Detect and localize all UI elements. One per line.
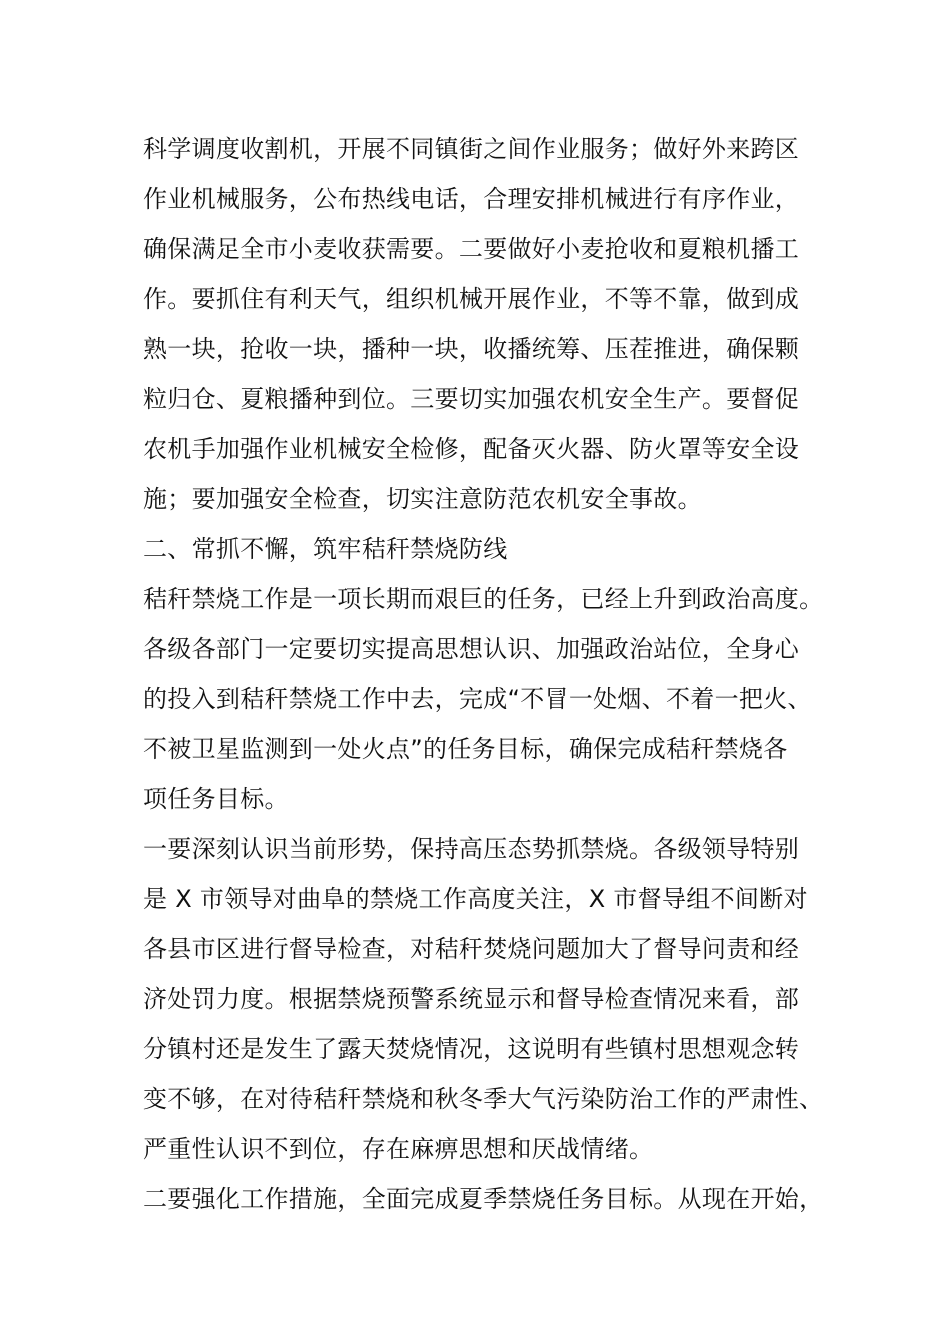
text-line: 济处罚力度。根据禁烧预警系统显示和督导检查情况来看，部 [143,985,800,1013]
text-line: 项任务目标。 [143,785,289,813]
section-heading: 二、常抓不懈，筑牢秸秆禁烧防线 [143,535,508,563]
document-body [143,124,833,1224]
text-line: 各级各部门一定要切实提高思想认识、加强政治站位，全身心 [143,635,800,663]
text-line: 是 X 市领导对曲阜的禁烧工作高度关注，X 市督导组不间断对 [143,885,808,913]
text-line: 作。要抓住有利天气，组织机械开展作业，不等不靠，做到成 [143,285,800,313]
text-line: 科学调度收割机，开展不同镇街之间作业服务；做好外来跨区 [143,135,800,163]
text-line: 确保满足全市小麦收获需要。二要做好小麦抢收和夏粮机播工 [143,235,800,263]
text-line: 作业机械服务，公布热线电话，合理安排机械进行有序作业， [143,185,800,213]
text-line: 变不够，在对待秸秆禁烧和秋冬季大气污染防治工作的严肃性、 [143,1085,824,1113]
text-line: 农机手加强作业机械安全检修，配备灭火器、防火罩等安全设 [143,435,800,463]
text-line: 二要强化工作措施，全面完成夏季禁烧任务目标。从现在开始， [143,1185,824,1213]
text-line: 分镇村还是发生了露天焚烧情况，这说明有些镇村思想观念转 [143,1035,800,1063]
text-line: 严重性认识不到位，存在麻痹思想和厌战情绪。 [143,1135,654,1163]
text-line: 粒归仓、夏粮播种到位。三要切实加强农机安全生产。要督促 [143,385,800,413]
text-line: 熟一块，抢收一块，播种一块，收播统筹、压茬推进，确保颗 [143,335,800,363]
text-line: 的投入到秸秆禁烧工作中去，完成“不冒一处烟、不着一把火、 [143,685,812,713]
text-line: 不被卫星监测到一处火点”的任务目标，确保完成秸秆禁烧各 [143,735,788,763]
text-line: 一要深刻认识当前形势，保持高压态势抓禁烧。各级领导特别 [143,835,800,863]
text-line: 秸秆禁烧工作是一项长期而艰巨的任务，已经上升到政治高度。 [143,585,824,613]
text-line: 施；要加强安全检查，切实注意防范农机安全事故。 [143,485,702,513]
text-line: 各县市区进行督导检查，对秸秆焚烧问题加大了督导问责和经 [143,935,800,963]
